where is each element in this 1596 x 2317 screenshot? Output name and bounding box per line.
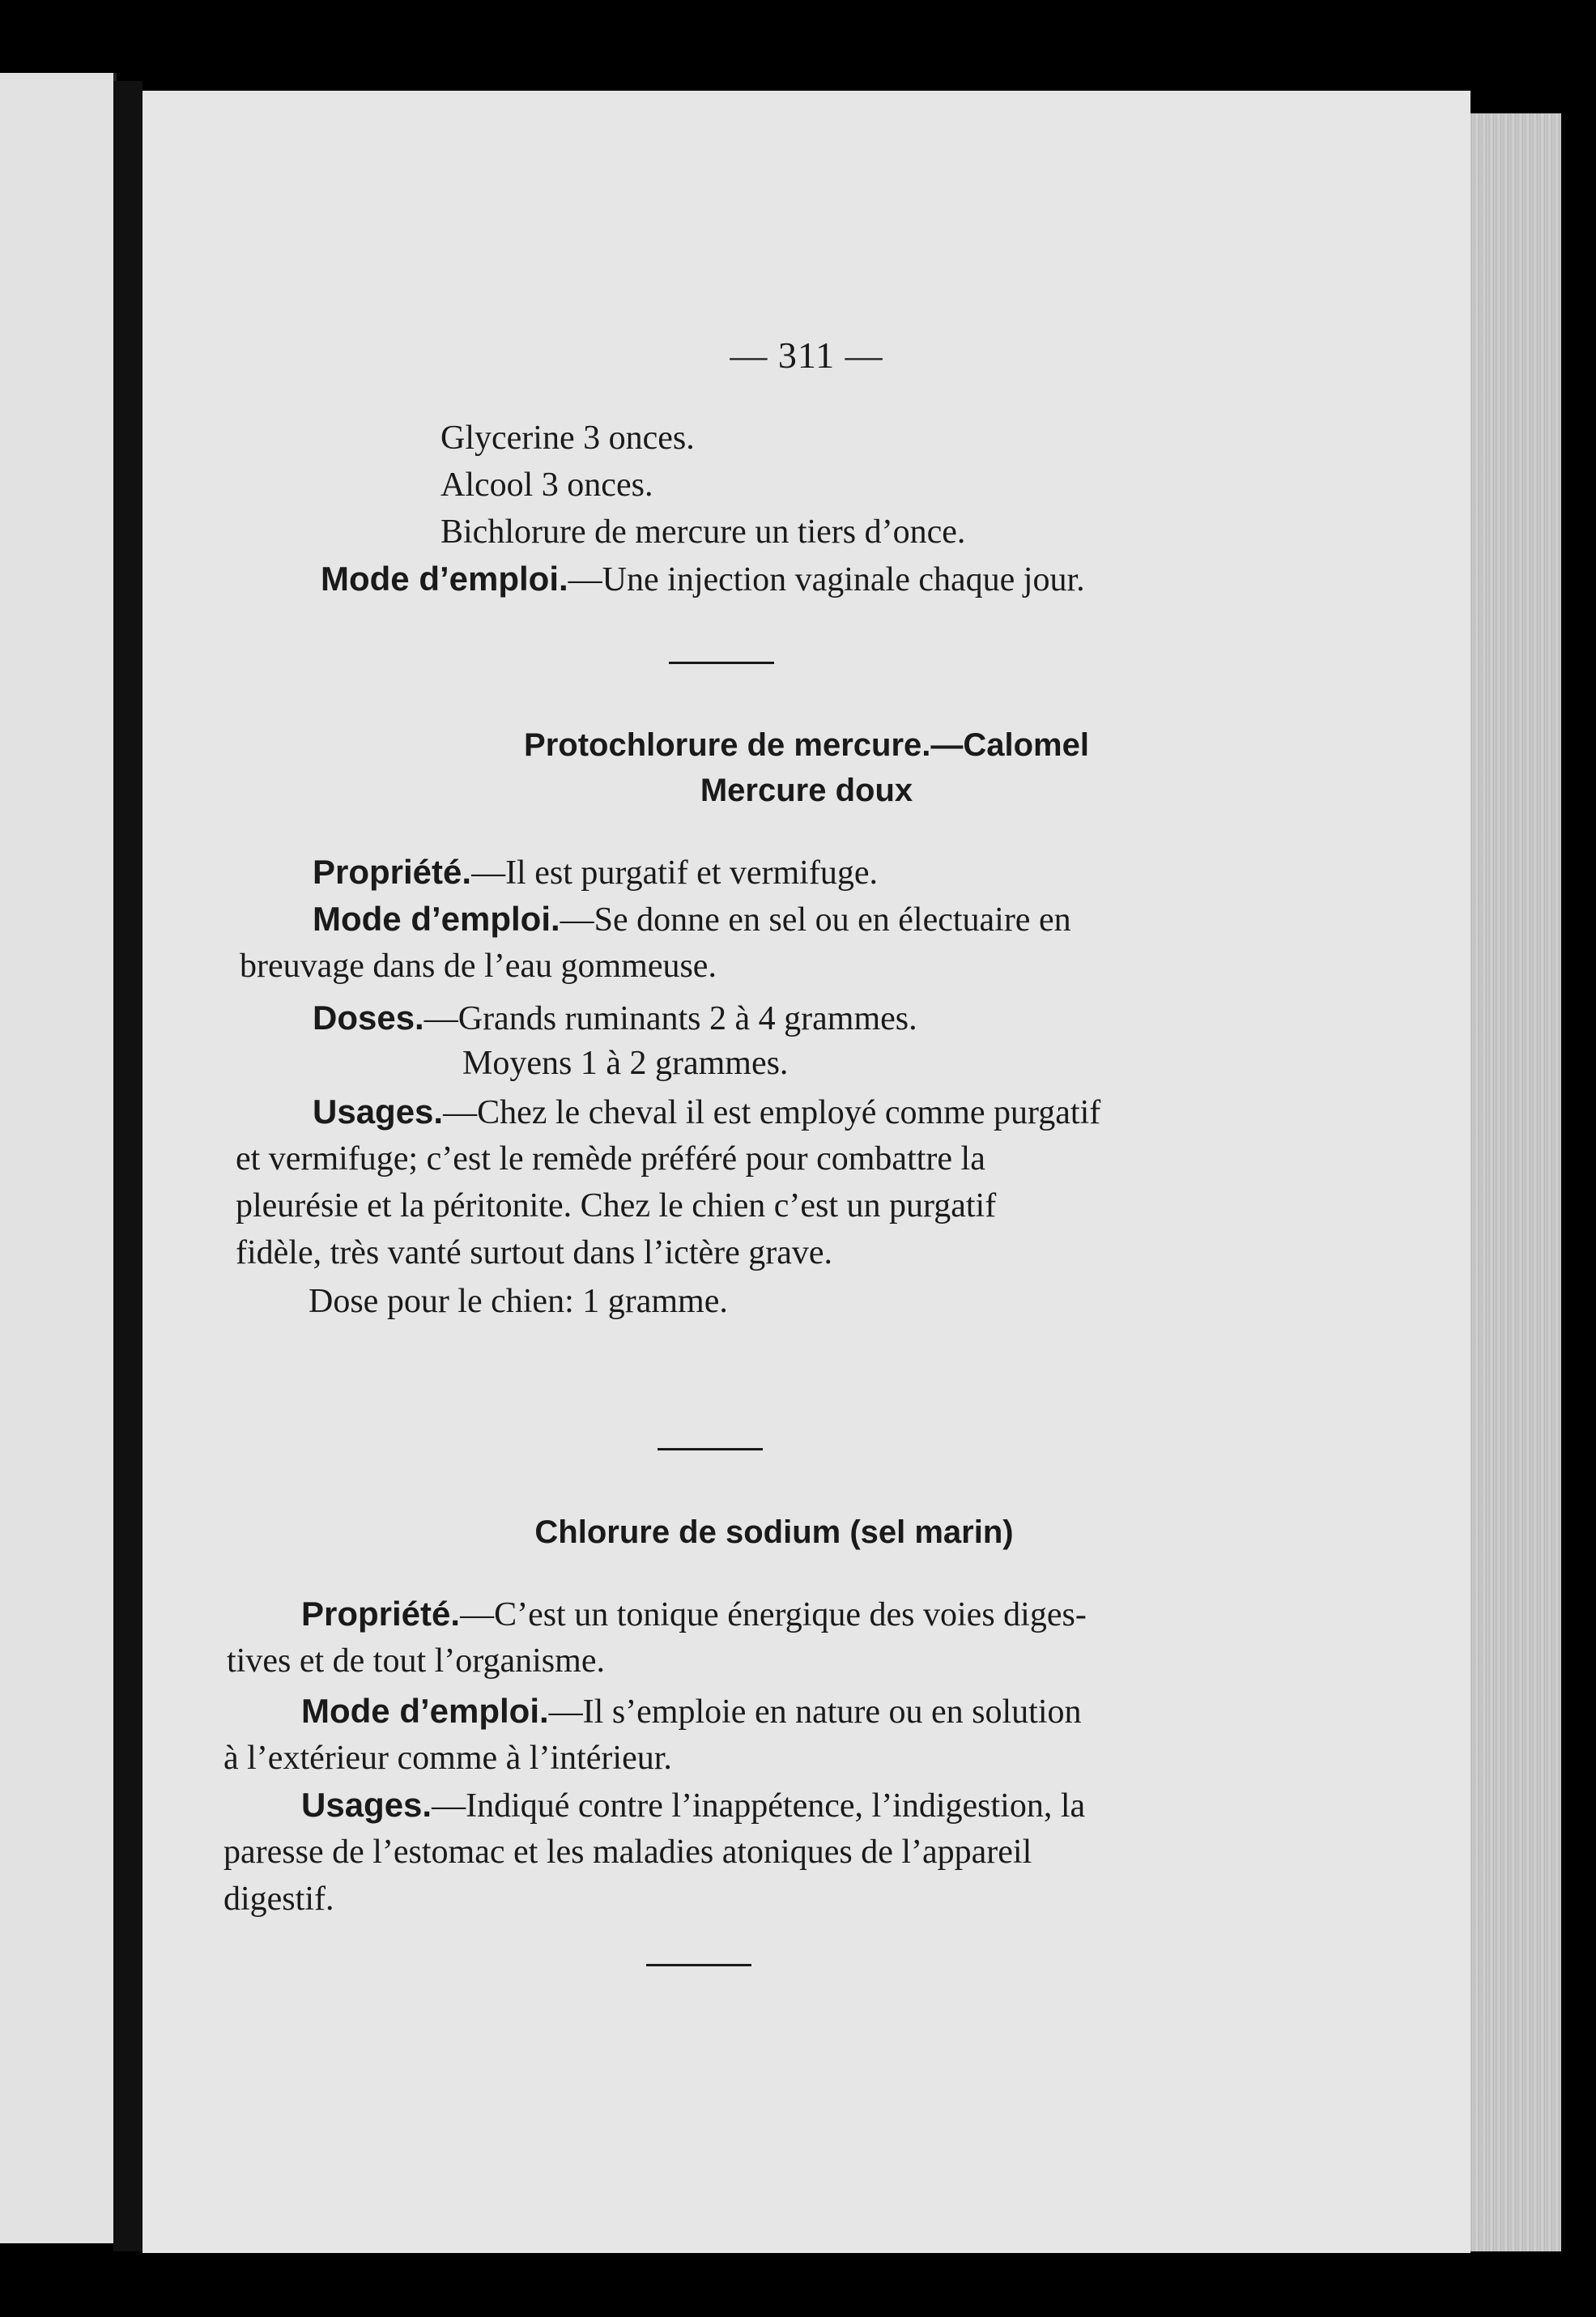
usages-label: Usages. bbox=[313, 1092, 444, 1131]
section-title-chlorure-sodium: Chlorure de sodium (sel marin) bbox=[534, 1514, 1014, 1550]
ingredient-bichlorure: Bichlorure de mercure un tiers d’once. bbox=[440, 513, 966, 551]
mode-emploi-text: —Il s’emploie en nature ou en solution bbox=[548, 1693, 1082, 1731]
section-title-protochlorure: Protochlorure de mercure.—Calomel bbox=[524, 727, 1089, 763]
mode-emploi-paragraph bbox=[321, 562, 1085, 597]
propriete-paragraph bbox=[301, 1597, 1087, 1632]
usages-continuation: et vermifuge; c’est le remède préféré pour combattre la bbox=[236, 1140, 985, 1178]
page-number: — 311 — bbox=[730, 334, 883, 376]
usages-paragraph bbox=[313, 1092, 1101, 1131]
usages-continuation: fidèle, très vanté surtout dans l’ictère grave. bbox=[236, 1234, 833, 1271]
mode-emploi-text: —Une injection vaginale chaque jour. bbox=[568, 561, 1085, 598]
section-divider bbox=[658, 1448, 763, 1450]
book-page bbox=[143, 91, 1470, 2253]
propriete-paragraph bbox=[313, 855, 878, 890]
usages-text: —Indiqué contre l’inappétence, l’indigestion, la bbox=[432, 1787, 1086, 1825]
mode-emploi-paragraph bbox=[313, 902, 1071, 937]
ingredient-alcool: Alcool 3 onces. bbox=[440, 466, 653, 504]
doses-paragraph bbox=[313, 1001, 917, 1036]
section-subtitle-mercure-doux: Mercure doux bbox=[700, 773, 913, 808]
mode-emploi-continuation: à l’extérieur comme à l’intérieur. bbox=[223, 1740, 672, 1777]
doses-label: Doses. bbox=[313, 999, 424, 1037]
usages-continuation: pleurésie et la péritonite. Chez le chien c’est un purgatif bbox=[236, 1187, 997, 1225]
propriete-text: —C’est un tonique énergique des voies diges- bbox=[460, 1596, 1087, 1633]
doses-continuation: Moyens 1 à 2 grammes. bbox=[462, 1045, 789, 1082]
usages-paragraph bbox=[301, 1788, 1085, 1823]
mode-emploi-paragraph bbox=[301, 1694, 1082, 1729]
mode-emploi-label: Mode d’emploi. bbox=[301, 1692, 549, 1730]
propriete-continuation: tives et de tout l’organisme. bbox=[227, 1642, 605, 1680]
section-divider bbox=[669, 662, 774, 664]
dose-chien: Dose pour le chien: 1 gramme. bbox=[309, 1283, 728, 1320]
page-edge-texture bbox=[1458, 113, 1561, 2251]
propriete-label: Propriété. bbox=[313, 853, 472, 891]
mode-emploi-text: —Se donne en sel ou en électuaire en bbox=[560, 901, 1071, 939]
propriete-label: Propriété. bbox=[301, 1595, 461, 1633]
doses-text: —Grands ruminants 2 à 4 grammes. bbox=[423, 1000, 917, 1037]
usages-text: —Chez le cheval il est employé comme purgatif bbox=[443, 1094, 1101, 1131]
section-divider bbox=[646, 1964, 751, 1966]
left-page-edge bbox=[0, 73, 117, 2243]
usages-label: Usages. bbox=[301, 1786, 432, 1824]
book-spine bbox=[113, 81, 143, 2251]
propriete-text: —Il est purgatif et vermifuge. bbox=[471, 854, 878, 892]
mode-emploi-continuation: breuvage dans de l’eau gommeuse. bbox=[240, 948, 717, 985]
usages-continuation: digestif. bbox=[223, 1880, 334, 1918]
usages-continuation: paresse de l’estomac et les maladies atoniques de l’appareil bbox=[223, 1834, 1032, 1871]
ingredient-glycerine: Glycerine 3 onces. bbox=[440, 420, 695, 457]
mode-emploi-label: Mode d’emploi. bbox=[313, 900, 560, 938]
mode-emploi-label: Mode d’emploi. bbox=[321, 560, 568, 598]
page-content bbox=[143, 91, 1470, 2253]
